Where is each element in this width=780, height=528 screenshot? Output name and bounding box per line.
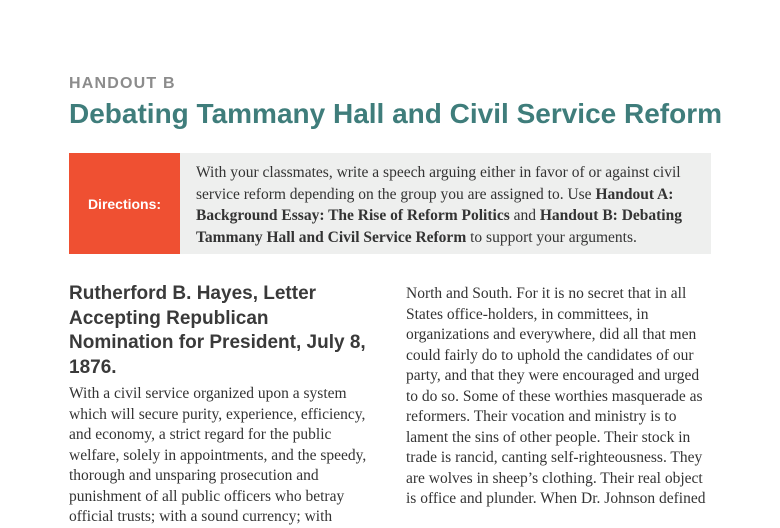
directions-text-intro: With your classmates, write a speech arguing either in favor of or against civil service reform depending on the group you are assigned to. Use: [196, 164, 681, 203]
handout-label: HANDOUT B: [69, 75, 176, 92]
directions-handout-a: Handout A: Background Essay: The Rise of Reform Politics: [196, 185, 674, 224]
right-column: [406, 284, 711, 510]
directions-handout-b: Handout B: Debating Tammany Hall and Civil Service Reform: [196, 207, 682, 246]
directions-box: [69, 153, 711, 254]
right-column-body: North and South. For it is no secret that in all States office-holders, in committees, in organizations and everywhere, did all that men could fairly do to uphold the candidates of our party, and that they were encouraged and urged to do so. Some of these worthies masquerade as reformers. Their vocation and ministry is to lament the sins of other people. Their stock in trade is rancid, canting self-righteousness. They are wolves in sheep’s clothing. Their real object is office and plunder. When Dr. Johnson defined: [406, 285, 706, 507]
directions-text-and: and: [509, 207, 540, 224]
directions-text-end: to support your arguments.: [466, 228, 637, 246]
directions-label: Directions:: [87, 195, 162, 212]
directions-text: [196, 162, 701, 248]
left-column: [69, 282, 374, 528]
section-heading: Rutherford B. Hayes, Letter Accepting Republican Nomination for President, July 8, 1876.: [69, 283, 366, 378]
left-column-body: With a civil service organized upon a system which will secure purity, experience, efficiency, and economy, a strict regard for the public welfare, solely in appointments, and the speedy, thorough and unsparing prosecution and punishment of all public officers who betray official trusts; with a sound currency; with: [69, 385, 367, 525]
directions-tag: [69, 153, 180, 254]
page-title: Debating Tammany Hall and Civil Service Reform: [69, 98, 723, 129]
